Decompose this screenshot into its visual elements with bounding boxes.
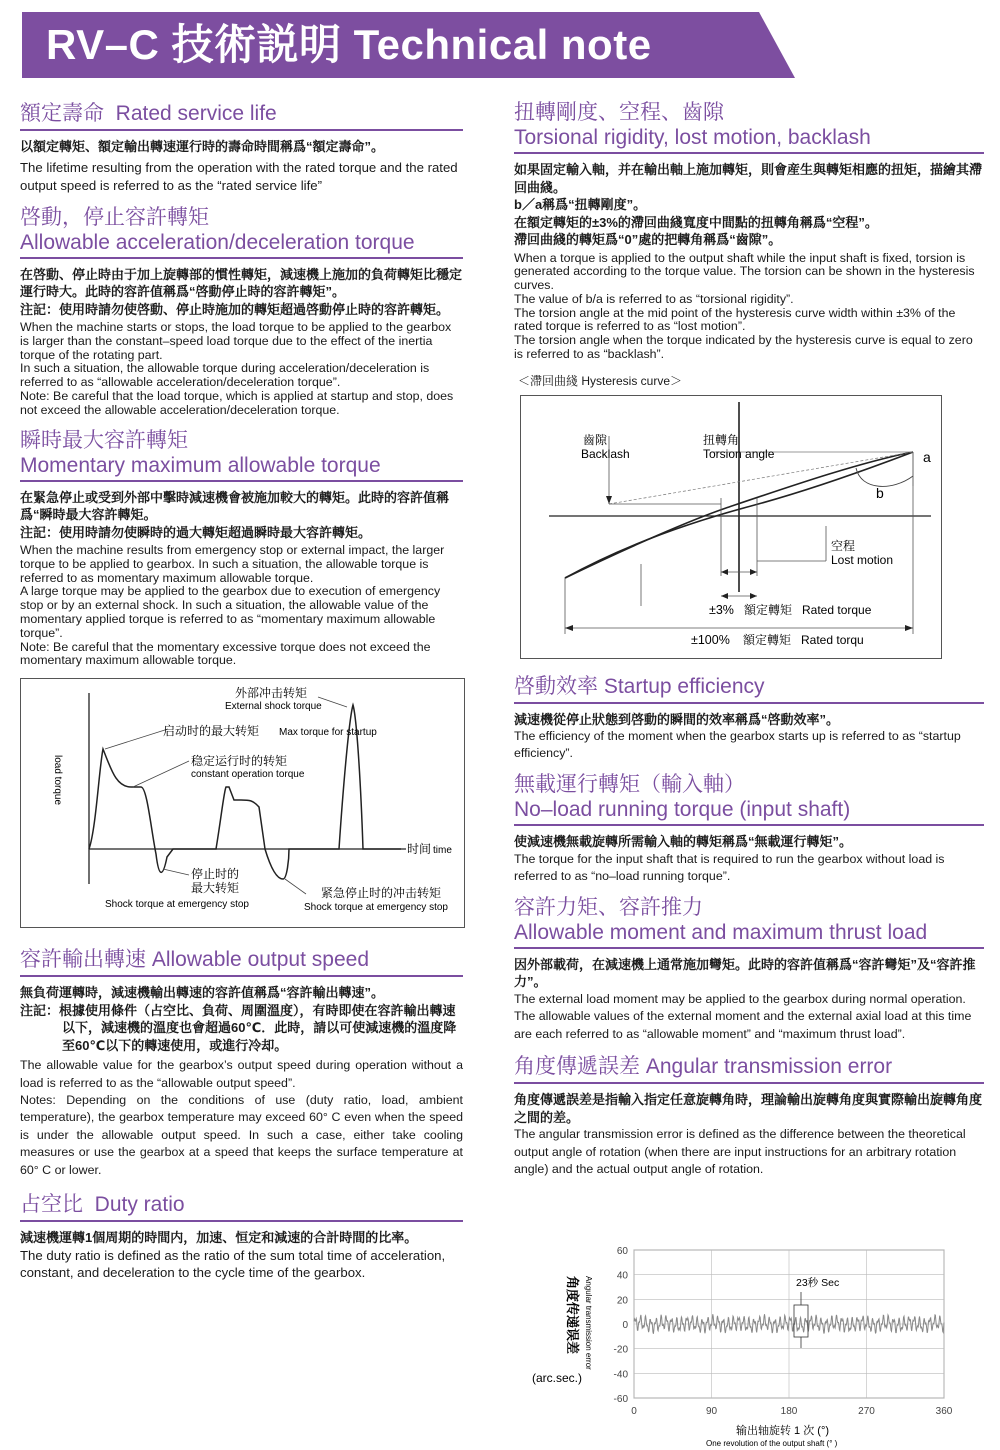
- section-divider: [514, 702, 984, 704]
- text-en: The torsion angle at the mid point of the hysteresis curve width within ±3% of the rated torque is referred to as “lost motion”.: [514, 305, 956, 334]
- section-accel-torque: [20, 205, 463, 418]
- label-time-zh: 时间: [407, 842, 432, 857]
- section-divider: [514, 1082, 984, 1084]
- label-backlash-zh: 齒隙: [583, 432, 608, 447]
- text-en: The external load moment may be applied to the gearbox during normal operation. The allowable values of the external moment and the external axial load at this time are each referred to as “allowable moment” and “maximum thrust load”.: [514, 991, 972, 1041]
- label-time-en: time: [433, 845, 452, 857]
- angular-error-chart: [514, 1240, 984, 1450]
- label-lost-en: Lost motion: [831, 552, 894, 567]
- section-title: 容許輸出轉速 Allowable output speed: [20, 948, 370, 972]
- hysteresis-svg: [521, 396, 941, 658]
- label-pm100-en: Rated torqu: [801, 632, 864, 647]
- section-title: 占空比 Duty ratio: [20, 1193, 185, 1217]
- text-en: The efficiency of the moment when the gearbox starts up is referred to as “startup efficiency”.: [514, 729, 961, 761]
- text-en: When the machine starts or stops, the load torque to be applied to the gearbox is larger than the constant–speed load torque due to the effect of the inertia torque of the rotating part.: [20, 320, 452, 362]
- section-title-en: Allowable moment and maximum thrust load: [514, 920, 928, 944]
- text-zh: 角度傳遞誤差是指輸入指定任意旋轉角時，理論輸出旋轉角度與實際輸出旋轉角度之間的差。: [514, 1092, 983, 1125]
- label-stop-zh2: 最大转矩: [191, 881, 240, 896]
- text-zh-note: 注記：使用時請勿使啓動、停止時施加的轉矩超過啓動停止時的容許轉矩。: [20, 301, 450, 317]
- text-en: The allowable value for the gearbox’s output speed during operation without a load is referred to as the “allowable output speed”.: [20, 1058, 463, 1090]
- text-en: When the machine results from emergency stop or external impact, the larger torque to be applied to gearbox. In such a situation, the allowable torque is referred to as momentary maximum allowable torque.: [20, 543, 445, 585]
- y-tick-label: 40: [616, 1270, 628, 1282]
- text-en: The duty ratio is defined as the ratio of the sum total time of acceleration, constant, and deceleration to the cycle time of the gearbox.: [20, 1247, 446, 1281]
- label-ylabel-en: load torque: [52, 755, 63, 806]
- x-label-zh: 输出轴旋转 1 次 (°): [736, 1425, 830, 1437]
- text-zh: 以額定轉矩、額定輸出轉速運行時的壽命時間稱爲“額定壽命”。: [20, 139, 385, 154]
- annotation-label: 23秒 Sec: [796, 1277, 840, 1289]
- text-zh: 使減速機無載旋轉所需輸入軸的轉矩稱爲“無載運行轉矩”。: [514, 834, 853, 850]
- label-lost-zh: 空程: [831, 538, 856, 553]
- text-zh: 在啓動、停止時由于加上旋轉部的慣性轉矩，減速機上施加的負荷轉矩比穩定運行時大。此時的容許值稱爲“啓動停止時的容許轉矩”。: [20, 266, 463, 299]
- section-divider: [514, 152, 984, 154]
- section-rated-service-life: [20, 100, 463, 195]
- section-divider: [20, 257, 463, 259]
- section-allowable-moment: [514, 895, 984, 1043]
- section-title-en: Torsional rigidity, lost motion, backlash: [514, 126, 871, 149]
- text-en: The lifetime resulting from the operation with the rated torque and the rated output speed is referred to as the “rated service life”: [20, 159, 458, 193]
- y-tick-label: 0: [622, 1320, 628, 1331]
- section-divider: [514, 824, 984, 826]
- label-pm3-zh: 額定轉矩: [744, 602, 793, 617]
- section-torsion: [514, 100, 984, 362]
- section-divider: [20, 975, 463, 977]
- right-column: [514, 100, 984, 1188]
- section-divider: [20, 1220, 463, 1222]
- section-title: 額定壽命 Rated service life: [20, 102, 277, 125]
- x-tick-label: 90: [705, 1406, 718, 1417]
- section-title: 啓動效率 Startup efficiency: [514, 674, 765, 698]
- label-torsion-en: Torsion angle: [703, 446, 775, 461]
- label-pm100-zh: 額定轉矩: [743, 632, 792, 647]
- text-zh: 因外部載荷，在減速機上通常施加彎矩。此時的容許值稱爲“容許彎矩”及“容許推力”。: [514, 956, 976, 990]
- section-title-zh: 瞬時最大容許轉矩: [20, 428, 188, 452]
- section-title-zh: 扭轉剛度、空程、齒隙: [514, 101, 724, 124]
- label-estop-en: Shock torque at emergency stop: [304, 902, 448, 914]
- label-stop-zh1: 停止时的: [191, 867, 240, 882]
- text-en: The angular transmission error is defined as the difference between the theoretical output angle of rotation (when there are input instructions for an arbitrary rotation angle) and the actual output angle of rotation.: [514, 1127, 966, 1176]
- hysteresis-diagram: [520, 395, 942, 659]
- section-title-en: No–load running torque (input shaft): [514, 798, 851, 822]
- text-en-note: Note: Be careful that the momentary excessive torque does not exceed the momentary maximum allowable torque.: [20, 639, 431, 668]
- text-en: When a torque is applied to the output shaft while the input shaft is fixed, torsion is generated according to the torque value. The torsion can be shown in the hysteresis curves.: [514, 250, 975, 293]
- label-torsion-zh: 扭轉角: [703, 432, 740, 447]
- label-pm3: ±3%: [709, 602, 734, 617]
- y-tick-label: 60: [616, 1246, 628, 1257]
- label-startup-zh: 启动时的最大转矩: [163, 724, 260, 739]
- text-en-note: Note: Be careful that the load torque, which is applied at startup and stop, does not exceed the allowable acceleration/deceleration torque.: [20, 388, 454, 417]
- text-zh: 在額定轉矩的±3%的滯回曲綫寬度中間點的扭轉角稱爲“空程”。: [514, 214, 878, 230]
- section-title-zh: 啓動，停止容許轉矩: [20, 205, 209, 229]
- x-tick-label: 270: [858, 1406, 875, 1417]
- y-unit-label: (arc.sec.): [532, 1371, 583, 1385]
- label-startup-en: Max torque for startup: [279, 727, 377, 739]
- text-zh: b／a稱爲“扭轉剛度”。: [514, 197, 647, 212]
- x-tick-label: 0: [631, 1406, 637, 1417]
- text-zh: 在緊急停止或受到外部中擊時減速機會被施加較大的轉矩。此時的容許值稱爲“瞬時最大容許轉矩。: [20, 489, 450, 523]
- text-zh: 減速機運轉1個周期的時間内，加速、恒定和減速的合計時間的比率。: [20, 1230, 418, 1246]
- label-a: a: [923, 448, 931, 465]
- section-noload-torque: [514, 772, 984, 885]
- y-label-zh: 角度传递误差: [565, 1276, 580, 1355]
- label-pm100: ±100%: [691, 632, 730, 647]
- section-startup-efficiency: [514, 673, 984, 763]
- y-label-en: Angular transmission error: [584, 1276, 593, 1370]
- torque-diagram-svg: [21, 679, 464, 927]
- text-en: The value of b/a is referred to as “torsional rigidity”.: [514, 291, 794, 306]
- x-label-en: One revolution of the output shaft (° ): [706, 1439, 838, 1448]
- y-tick-label: -40: [613, 1369, 628, 1381]
- page-title: RV–C 技術説明 Technical note: [46, 21, 652, 68]
- section-duty-ratio: [20, 1191, 463, 1282]
- text-en: In such a situation, the allowable torque during acceleration/deceleration is referred to as “allowable acceleration/deceleration torque”.: [20, 361, 430, 390]
- text-zh: 無負荷運轉時，減速機輸出轉速的容許值稱爲“容許輸出轉速”。: [20, 985, 385, 1001]
- x-tick-label: 360: [935, 1406, 953, 1417]
- label-constant-zh: 稳定运行时的转矩: [191, 754, 288, 769]
- x-tick-label: 180: [780, 1406, 798, 1417]
- text-zh: 如果固定輸入軸，并在輸出軸上施加轉矩，則會産生與轉矩相應的扭矩，描繪其滯回曲綫。: [514, 162, 983, 195]
- y-tick-label: 20: [616, 1295, 628, 1307]
- torque-diagram: [20, 678, 465, 928]
- label-pm3-en: Rated torque: [802, 602, 872, 617]
- label-backlash-en: Backlash: [581, 446, 630, 461]
- text-en: The torsion angle when the torque indicated by the hysteresis curve is equal to zero is referred to as “backlash”.: [514, 333, 973, 362]
- section-divider: [20, 129, 463, 131]
- text-en: A large torque may be applied to the gearbox due to execution of emergency stop or by an external shock. In such a situation, the allowable value of the momentary applied torque is referred to as “momentary maximum allowable torque”.: [20, 584, 441, 640]
- section-title-zh: 容許力矩、容許推力: [514, 895, 703, 919]
- section-title-en: Allowable acceleration/deceleration torque: [20, 230, 415, 254]
- section-title: 角度傳遞誤差 Angular transmission error: [514, 1055, 893, 1079]
- y-tick-label: -20: [613, 1344, 628, 1356]
- y-tick-label: -60: [613, 1394, 628, 1405]
- label-external-en: External shock torque: [225, 701, 322, 713]
- label-stop-en: Shock torque at emergency stop: [105, 899, 249, 911]
- x-tick-labels: [631, 1406, 953, 1417]
- label-constant-en: constant operation torque: [191, 769, 305, 781]
- left-column: [20, 100, 463, 1292]
- hysteresis-caption: ＜滯回曲綫 Hysteresis curve＞: [518, 373, 683, 388]
- section-divider: [514, 947, 984, 949]
- text-zh-note: 注記：使用時請勿使瞬時的過大轉矩超過瞬時最大容許轉矩。: [20, 524, 372, 540]
- text-en-note: Notes: Depending on the conditions of use (duty ratio, load, ambient temperature), the gearbox temperature may exceed 60° C even when the speed is under the allowable output speed. In such a case, either take cooling measures or use the gearbox at a speed that keeps the surface temperature at 60° C or lower.: [20, 1093, 463, 1177]
- section-momentary-torque: [20, 428, 463, 669]
- label-external-zh: 外部冲击转矩: [235, 686, 308, 701]
- section-divider: [20, 480, 463, 482]
- label-b: b: [876, 484, 884, 501]
- text-en: The torque for the input shaft that is required to run the gearbox without load is referred to as “no–load running torque”.: [514, 851, 945, 883]
- section-title-zh: 無載運行轉矩（輸入軸）: [514, 773, 745, 797]
- text-zh-note: 注記：根據使用條件（占空比、負荷、周圍溫度），有時即使在容許輸出轉速以下，減速機的溫度也會超過60℃．此時，請以可使減速機的溫度降至60℃以下的轉速使用，或進行冷却。: [20, 1002, 457, 1053]
- section-angular-error: [514, 1053, 984, 1178]
- label-estop-zh: 紧急停止时的冲击转矩: [321, 886, 442, 901]
- text-zh: 滯回曲綫的轉矩爲“0”處的把轉角稱爲“齒隙”。: [514, 232, 782, 247]
- section-title-en: Momentary maximum allowable torque: [20, 453, 381, 477]
- section-output-speed: [20, 946, 463, 1179]
- y-tick-labels: [614, 1246, 629, 1405]
- text-zh: 減速機從停止狀態到啓動的瞬間的效率稱爲“啓動效率”。: [514, 711, 840, 727]
